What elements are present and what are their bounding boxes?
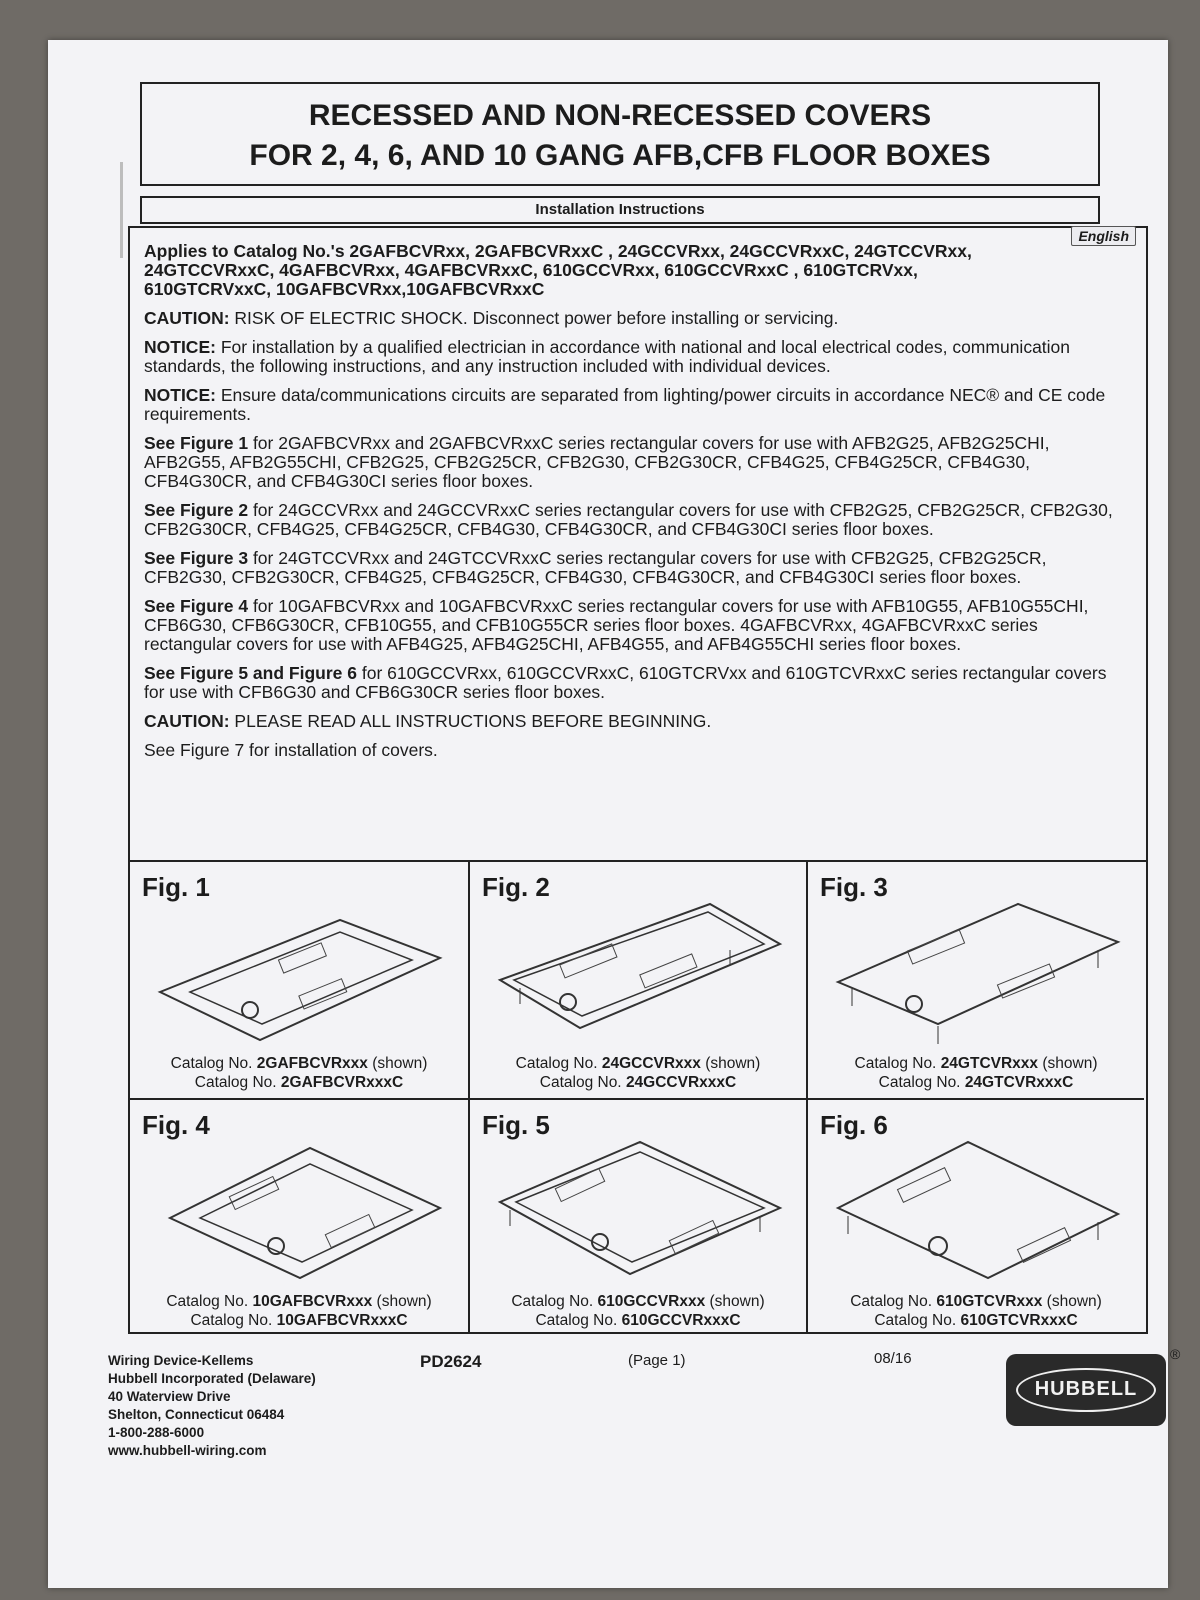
notice-circuits: [144, 386, 1129, 424]
catalog-line-shown: [130, 1054, 468, 1073]
title-box: [140, 82, 1100, 186]
catalog-prefix: Catalog No.: [850, 1293, 937, 1310]
caution-text: RISK OF ELECTRIC SHOCK. Disconnect power before installing or servicing.: [229, 308, 839, 328]
revision-date: 08/16: [874, 1350, 912, 1367]
catalog-number: 10GAFBCVRxxx: [252, 1293, 373, 1310]
figure-2-reference: [144, 501, 1129, 539]
catalog-suffix: (shown): [700, 1055, 761, 1072]
logo-text: HUBBELL: [1034, 1378, 1138, 1400]
figure-label: Fig. 2: [482, 872, 550, 902]
catalog-prefix: Catalog No.: [190, 1312, 277, 1329]
figure-2: [468, 862, 806, 1098]
figure-ref-text: for 2GAFBCVRxx and 2GAFBCVRxxC series rectangular covers for use with AFB2G25, AFB2G25CHI, AFB2G55, AFB2G55CHI, CFB2G25, CFB2G25CR, CFB2G30, CFB2G30CR, CFB4G25, CFB4G25CR, CFB4G30, CFB4G30CR, and CFB4G30CI series floor boxes.: [144, 433, 1050, 491]
instruction-sheet: [48, 40, 1181, 1588]
catalog-prefix: Catalog No.: [878, 1074, 965, 1091]
catalog-number: 610GTCVRxxxC: [960, 1312, 1078, 1329]
catalog-prefix: Catalog No.: [511, 1293, 598, 1310]
catalog-suffix: (shown): [367, 1055, 428, 1072]
catalog-suffix: (shown): [1042, 1293, 1102, 1310]
catalog-number: 2GAFBCVRxxx: [256, 1055, 368, 1072]
address-line: Hubbell Incorporated (Delaware): [108, 1371, 316, 1386]
catalog-line-alt: [470, 1311, 806, 1330]
figure-ref-text: for 24GCCVRxx and 24GCCVRxxC series rectangular covers for use with CFB2G25, CFB2G25CR, CFB2G30, CFB2G30CR, CFB4G25, CFB4G25CR, CFB4G30, CFB4G30CR, and CFB4G30CI series floor boxes.: [144, 500, 1113, 539]
notice-label: NOTICE:: [144, 337, 216, 357]
catalog-prefix: Catalog No.: [166, 1293, 253, 1310]
figure-7-reference: See Figure 7 for installation of covers.: [144, 740, 438, 760]
catalog-number: 24GCCVRxxxC: [625, 1074, 737, 1091]
figure-ref-text: for 10GAFBCVRxx and 10GAFBCVRxxC series rectangular covers for use with AFB10G55, AFB10G55CHI, CFB6G30, CFB6G30CR, CFB10G55, and CFB10G55CR series floor boxes. 4GAFBCVRxx, 4GAFBCVRxxC series rectangular covers for use with AFB4G25, AFB4G25CHI, AFB4G55, and AFB4G55CHI series floor boxes.: [144, 596, 1089, 654]
address-line: 40 Waterview Drive: [108, 1389, 231, 1404]
figure-ref-text: for 24GTCCVRxx and 24GTCCVRxxC series rectangular covers for use with CFB2G25, CFB2G25CR, CFB2G30, CFB2G30CR, CFB4G25, CFB4G25CR, CFB4G30, CFB4G30CR, and CFB4G30CI series floor boxes.: [144, 548, 1047, 587]
caution-text: PLEASE READ ALL INSTRUCTIONS BEFORE BEGINNING.: [229, 711, 712, 731]
hubbell-logo: [1006, 1354, 1166, 1426]
address-line: Shelton, Connecticut 06484: [108, 1407, 285, 1422]
figure-3: [806, 862, 1144, 1098]
figure-ref-text: for 610GCCVRxx, 610GCCVRxxC, 610GTCRVxx and 610GTCVRxxC series rectangular covers for use with CFB6G30 and CFB6G30CR series floor boxes.: [144, 663, 1107, 702]
catalog-line-shown: [470, 1054, 806, 1073]
catalog-number: 10GAFBCVRxxxC: [276, 1312, 408, 1329]
cover-illustration-icon: [150, 900, 450, 1050]
cover-illustration-icon: [828, 1138, 1128, 1288]
cover-illustration-icon: [150, 1138, 450, 1288]
figure-1-reference: [144, 434, 1129, 491]
catalog-line-alt: [130, 1311, 468, 1330]
content-box: [128, 226, 1148, 1334]
figure-5-6-reference: [144, 664, 1129, 702]
catalog-suffix: (shown): [705, 1293, 765, 1310]
catalog-prefix: Catalog No.: [515, 1055, 602, 1072]
figure-6: [806, 1098, 1144, 1334]
page-number: (Page 1): [628, 1352, 686, 1369]
company-address: [108, 1352, 316, 1460]
figure-ref-label: See Figure 2: [144, 500, 249, 520]
registered-mark: ®: [1170, 1346, 1181, 1362]
catalog-number: 610GTCVRxxx: [936, 1293, 1043, 1310]
address-line: Wiring Device-Kellems: [108, 1353, 254, 1368]
figure-ref-label: See Figure 4: [144, 596, 249, 616]
catalog-suffix: (shown): [1038, 1055, 1098, 1072]
cover-illustration-icon: [490, 900, 790, 1050]
catalog-prefix: Catalog No.: [535, 1312, 622, 1329]
catalog-line-alt: [470, 1073, 806, 1092]
catalog-number: 610GCCVRxxx: [597, 1293, 706, 1310]
catalog-prefix: Catalog No.: [874, 1312, 961, 1329]
cover-illustration-icon: [490, 1138, 790, 1288]
catalog-number: 24GCCVRxxx: [601, 1055, 701, 1072]
notice-text: For installation by a qualified electrician in accordance with national and local electrical codes, communication standards, the following instructions, and any instruction included with individual devices.: [144, 337, 1071, 376]
body-text: [144, 242, 1129, 770]
staple: [120, 162, 123, 258]
language-badge: English: [1071, 226, 1136, 246]
catalog-prefix: Catalog No.: [539, 1074, 626, 1091]
catalog-line-shown: [808, 1054, 1144, 1073]
caution-label: CAUTION:: [144, 308, 230, 328]
catalog-prefix: Catalog No.: [170, 1055, 257, 1072]
caution-shock: [144, 309, 1129, 328]
document-number: PD2624: [420, 1352, 482, 1371]
footer: [108, 1346, 1181, 1492]
catalog-number: 24GTCVRxxxC: [964, 1074, 1074, 1091]
notice-label: NOTICE:: [144, 385, 216, 405]
figure-label: Fig. 6: [820, 1110, 888, 1140]
catalog-line-alt: [808, 1073, 1144, 1092]
catalog-prefix: Catalog No.: [854, 1055, 941, 1072]
figure-label: Fig. 1: [142, 872, 210, 902]
catalog-suffix: (shown): [372, 1293, 432, 1310]
figure-label: Fig. 3: [820, 872, 888, 902]
figure-label: Fig. 5: [482, 1110, 550, 1140]
figure-ref-label: See Figure 1: [144, 433, 249, 453]
catalog-line-alt: [808, 1311, 1144, 1330]
figure-ref-label: See Figure 3: [144, 548, 249, 568]
notice-text: Ensure data/communications circuits are separated from lighting/power circuits in accordance NEC® and CE code requirements.: [144, 385, 1106, 424]
catalog-line-shown: [808, 1292, 1144, 1311]
caution-label: CAUTION:: [144, 711, 230, 731]
address-line: 1-800-288-6000: [108, 1425, 205, 1440]
catalog-line-shown: [130, 1292, 468, 1311]
catalog-number: 2GAFBCVRxxxC: [280, 1074, 404, 1091]
catalog-prefix: Catalog No.: [194, 1074, 281, 1091]
title-line-2: FOR 2, 4, 6, AND 10 GANG AFB,CFB FLOOR BOXES: [249, 139, 991, 172]
catalog-line-shown: [470, 1292, 806, 1311]
catalog-number: 24GTCVRxxx: [940, 1055, 1039, 1072]
title-line-1: RECESSED AND NON-RECESSED COVERS: [308, 99, 932, 132]
cover-illustration-icon: [828, 900, 1128, 1050]
subtitle: Installation Instructions: [140, 196, 1100, 224]
figure-4: [130, 1098, 468, 1334]
figure-4-reference: [144, 597, 1129, 654]
notice-installation: [144, 338, 1129, 376]
figure-grid: [130, 860, 1146, 1336]
caution-read: [144, 712, 1129, 731]
figure-ref-label: See Figure 5 and Figure 6: [144, 663, 357, 683]
figure-label: Fig. 4: [142, 1110, 210, 1140]
figure-1: [130, 862, 468, 1098]
catalog-line-alt: [130, 1073, 468, 1092]
catalog-number: 610GCCVRxxxC: [621, 1312, 741, 1329]
address-line: www.hubbell-wiring.com: [108, 1443, 267, 1458]
applies-paragraph: Applies to Catalog No.'s 2GAFBCVRxx, 2GAFBCVRxxC , 24GCCVRxx, 24GCCVRxxC, 24GTCCVRxx, 24GTCCVRxxC, 4GAFBCVRxx, 4GAFBCVRxxC, 610GCCVRxx, 610GCCVRxxC , 610GTCRVxx, 610GTCRVxxC, 10GAFBCVRxx,10GAFBCVRxxC: [144, 241, 972, 299]
figure-5: [468, 1098, 806, 1334]
figure-3-reference: [144, 549, 1129, 587]
